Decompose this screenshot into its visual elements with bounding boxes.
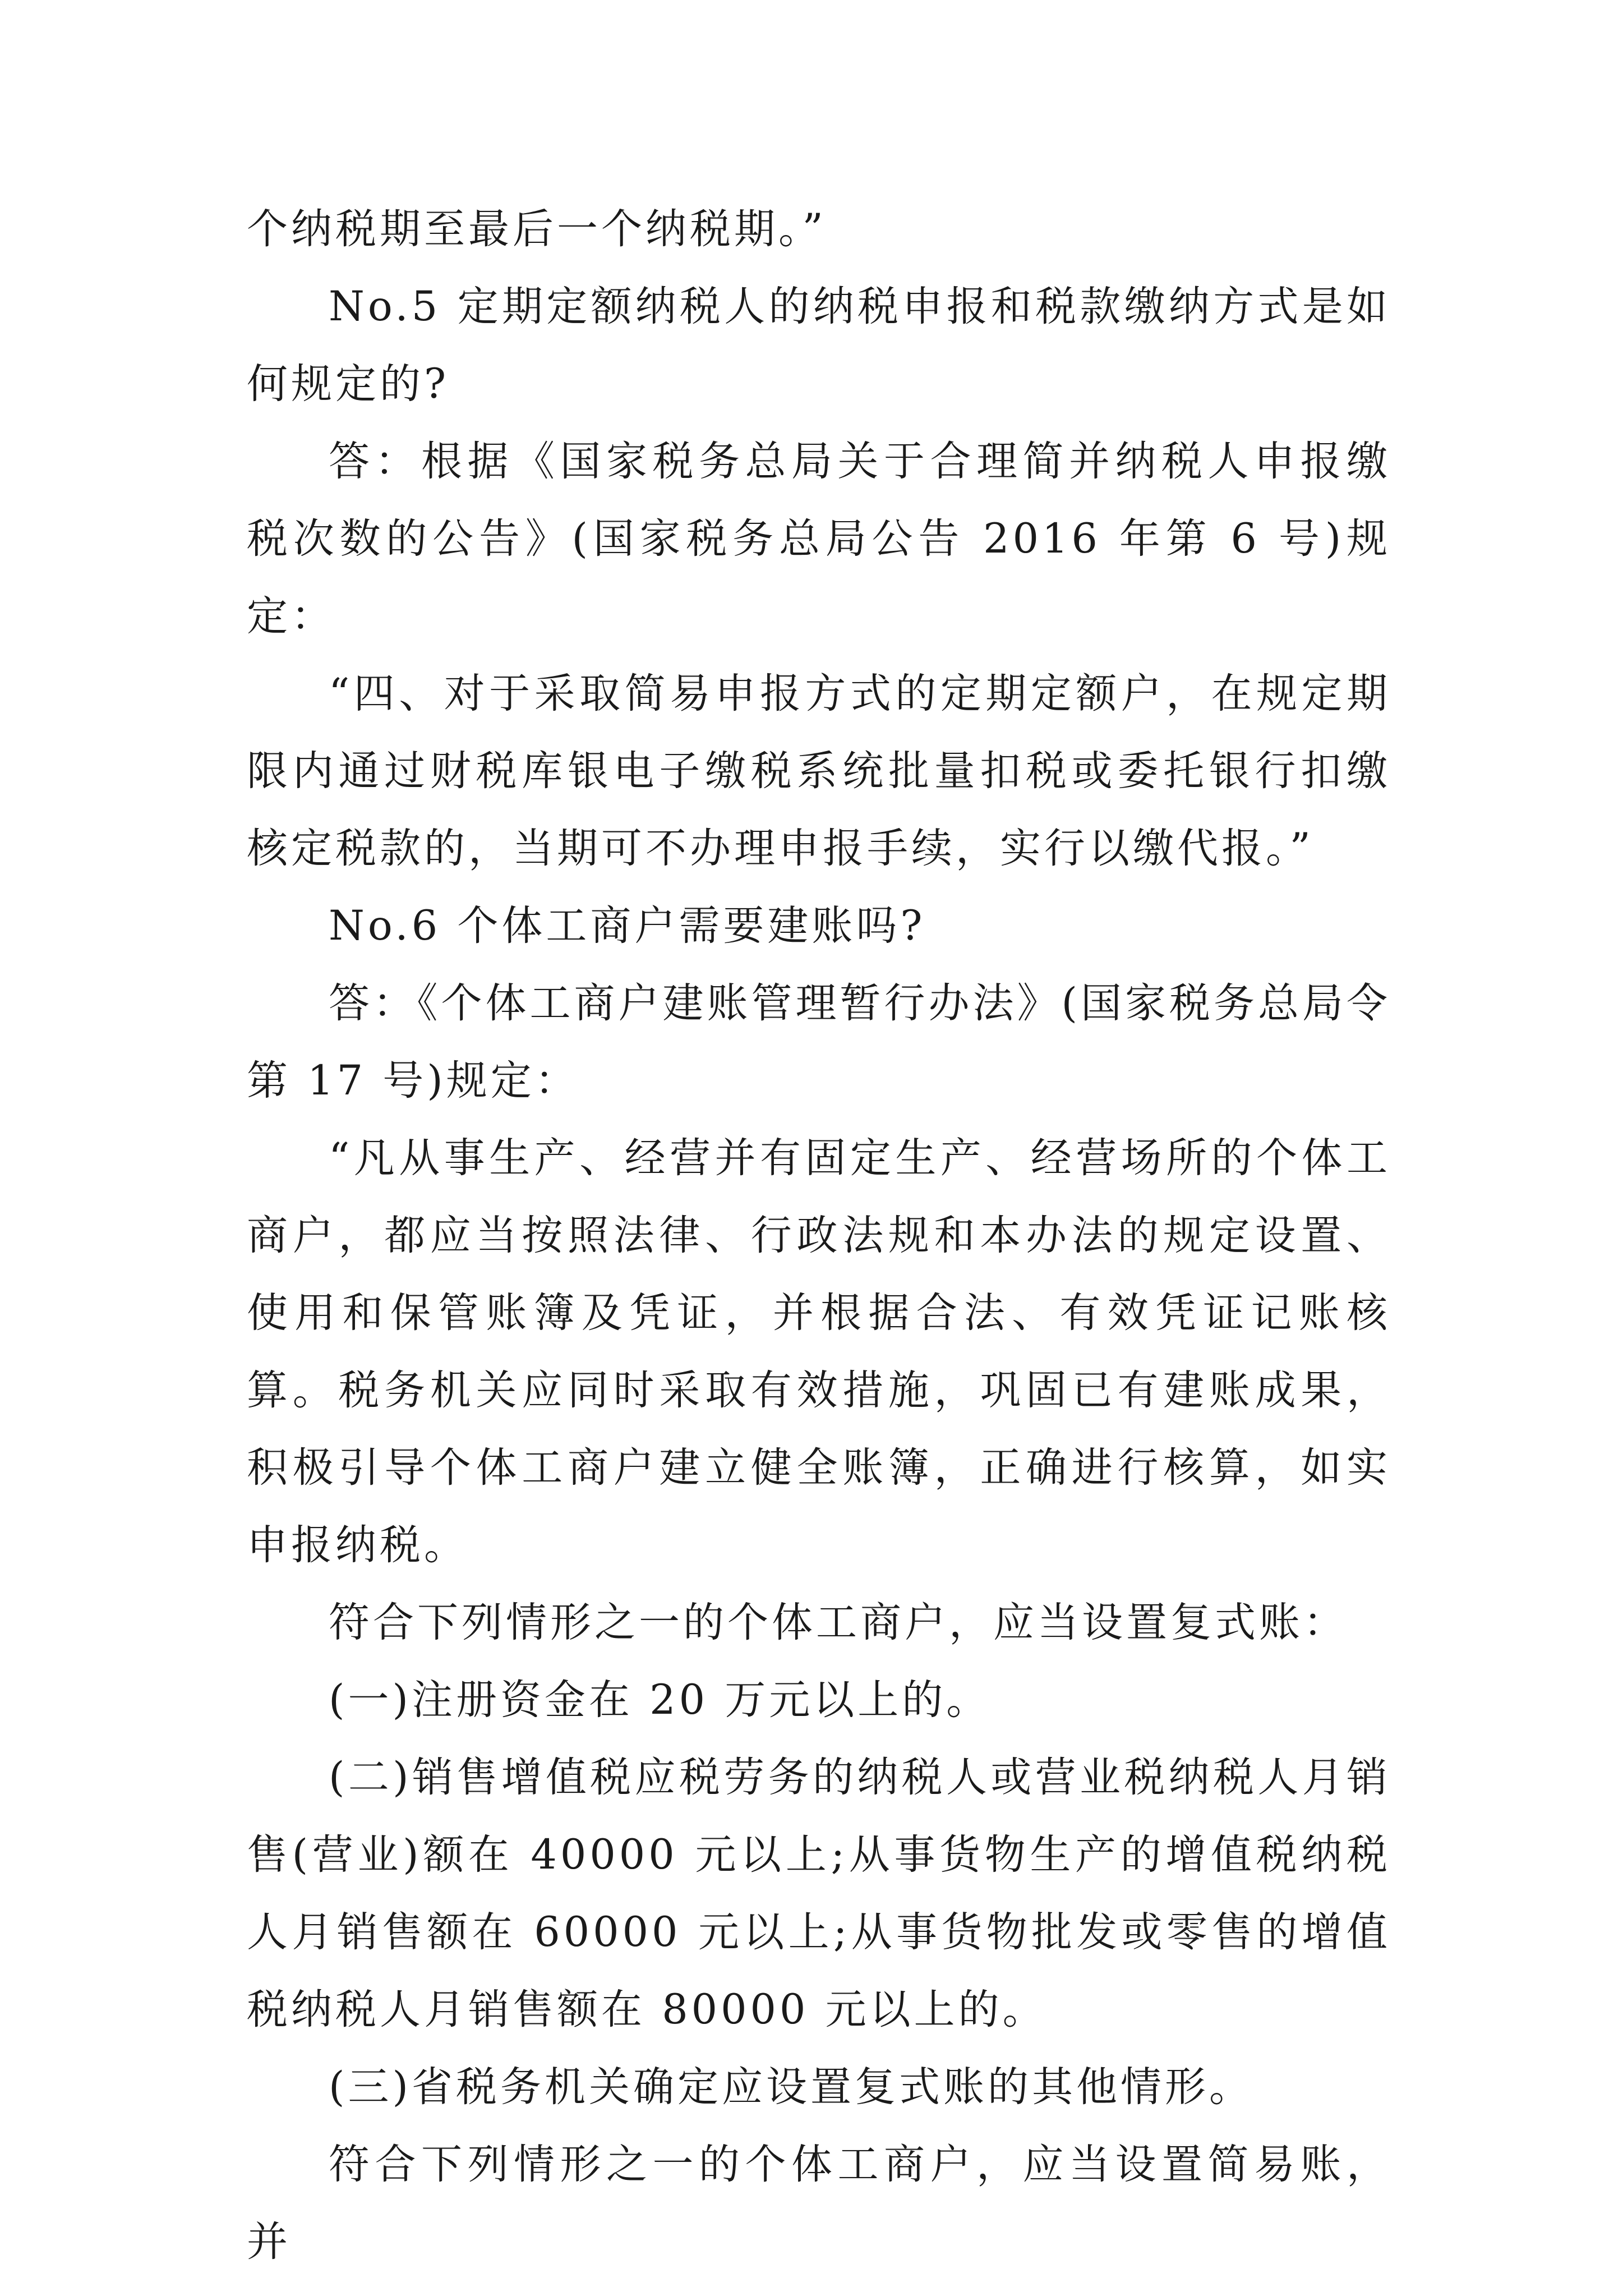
question-heading: No.6 个体工商户需要建账吗? [329, 902, 926, 950]
paragraph: 符合下列情形之一的个体工商户，应当设置复式账： [329, 1599, 1348, 1646]
answer-paragraph: 答：《个体工商户建账管理暂行办法》(国家税务总局令第 17 号)规定： [247, 979, 1391, 1105]
question-heading: No.5 定期定额纳税人的纳税申报和税款缴纳方式是如何规定的? [247, 283, 1391, 408]
paragraph: 符合下列情形之一的个体工商户，应当设置简易账，并 [247, 2141, 1391, 2266]
paragraph: 个纳税期至最后一个纳税期。” [247, 205, 827, 253]
document-body [247, 191, 1391, 2281]
list-item: (二)销售增值税应税劳务的纳税人或营业税纳税人月销售(营业)额在 40000 元以上;从事货物生产的增值税纳税人月销售额在 60000 元以上;从事货物批发或零售的增值税纳税人月销售额在 80000 元以上的。 [247, 1754, 1391, 2033]
answer-paragraph: 答：根据《国家税务总局关于合理简并纳税人申报缴税次数的公告》(国家税务总局公告 2016 年第 6 号)规定： [247, 438, 1391, 640]
quoted-paragraph: “凡从事生产、经营并有固定生产、经营场所的个体工商户，都应当按照法律、行政法规和本办法的规定设置、使用和保管账簿及凭证，并根据合法、有效凭证记账核算。税务机关应同时采取有效措施，巩固已有建账成果，积极引导个体工商户建立健全账簿，正确进行核算，如实申报纳税。 [247, 1134, 1391, 1569]
list-item: (一)注册资金在 20 万元以上的。 [329, 1676, 991, 1724]
quoted-paragraph: “四、对于采取简易申报方式的定期定额户，在规定期限内通过财税库银电子缴税系统批量扣税或委托银行扣缴核定税款的，当期可不办理申报手续，实行以缴代报。” [247, 670, 1391, 872]
list-item: (三)省税务机关确定应设置复式账的其他情形。 [329, 2063, 1253, 2111]
